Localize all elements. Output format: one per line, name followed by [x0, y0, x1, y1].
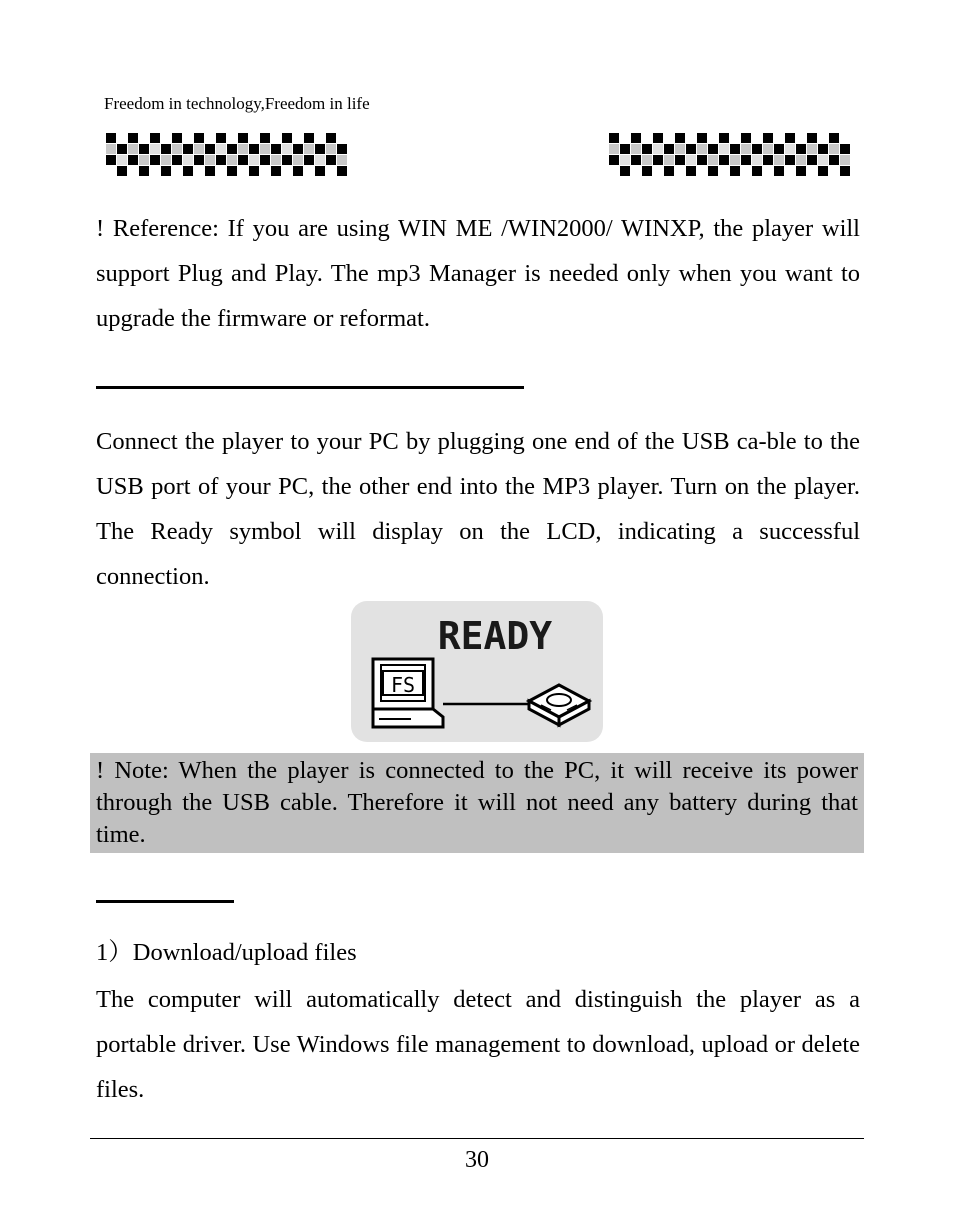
- section-rule-files: [96, 900, 234, 903]
- checker-pattern-right: [609, 130, 851, 180]
- lcd-ready-image: [351, 601, 603, 742]
- section-rule-connect: [96, 386, 524, 389]
- computer-icon: [373, 659, 443, 727]
- checker-pattern-left: [106, 130, 348, 180]
- note-box: [90, 753, 864, 853]
- computer-screen-label: FS: [390, 673, 416, 697]
- reference-paragraph: ! Reference: If you are using WIN ME /WIN2000/ WINXP, the player will support Plug and Play. The mp3 Manager is needed only when you want to upgrade the firmware or reformat.: [96, 215, 860, 332]
- footer-rule: [90, 1138, 864, 1139]
- lcd-ready-text: READY: [437, 614, 553, 658]
- section-heading-download: 1）Download/upload files: [96, 939, 357, 966]
- page-number: 30: [465, 1147, 489, 1173]
- connect-paragraph: Connect the player to your PC by plugging one end of the USB ca-ble to the USB port of your PC, the other end into the MP3 player. Turn on the player. The Ready symbol will display on the LCD, indicating a successful connection.: [96, 428, 860, 590]
- header-tagline: Freedom in technology,Freedom in life: [104, 94, 370, 113]
- note-paragraph: ! Note: When the player is connected to the PC, it will receive its power through the USB cable. Therefore it will not need any battery during that time.: [96, 757, 858, 848]
- download-paragraph: The computer will automatically detect and distinguish the player as a portable driver. Use Windows file management to download, upload or delete files.: [96, 986, 860, 1103]
